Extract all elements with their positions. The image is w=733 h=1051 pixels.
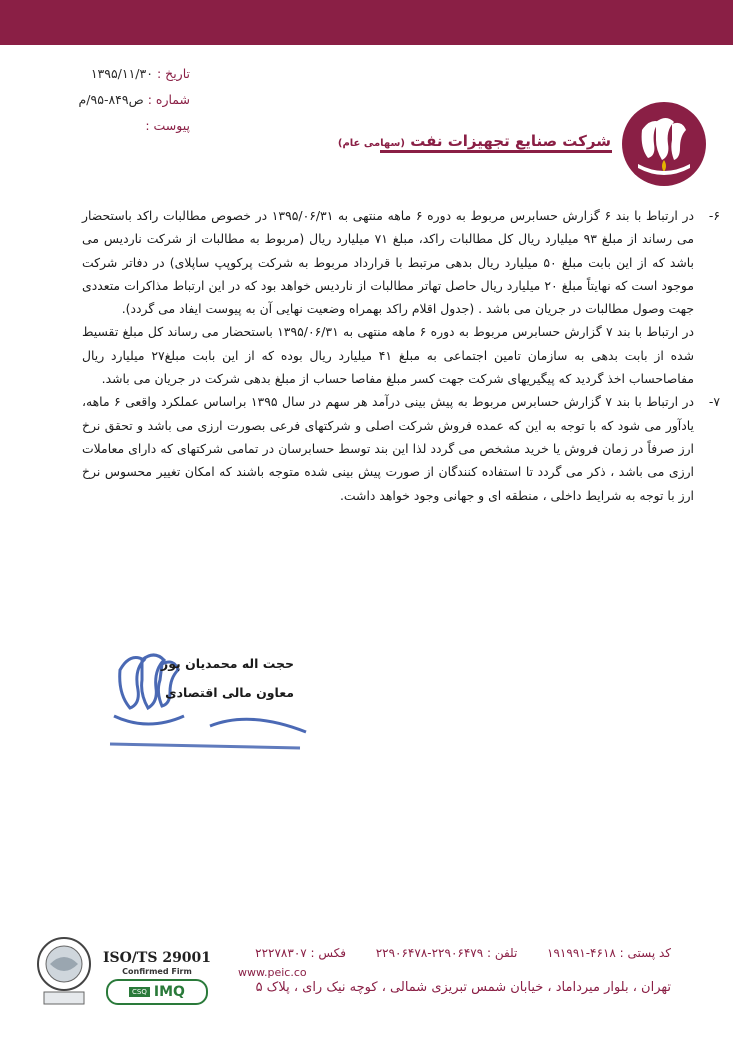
date-row — [40, 66, 190, 92]
paragraph-6-continued — [82, 320, 694, 390]
postal-address: تهران ، بلوار میرداماد ، خیابان شمس تبریزی شمالی ، کوچه نیک رای ، پلاک ۵ — [255, 980, 671, 995]
fax-number: فکس : ۲۲۲۷۸۳۰۷ — [255, 946, 347, 960]
iqnet-certification-badge — [36, 930, 92, 1010]
paragraph-text: در ارتباط با بند ۶ گزارش حسابرس مربوط به دوره ۶ ماهه منتهی به ۱۳۹۵/۰۶/۳۱ در خصوص مطالبات راکد باستحضار می رساند از مبلغ ۹۳ میلیارد ریال کل مطالبات راکد، مبلغ ۷۱ میلیارد ریال (مربوط به مطالبات از شرکت ناردیس می باشد که از این بابت مبلغ ۵۰ میلیارد ریال بدهی مرتبط با قرارداد مربوط به شرکت پرکوپپ ساپلای) در دفاتر شرکت موجود است که نهایتاً مبلغ ۲۰ میلیارد ریال حاصل تهاتر مطالبات از ناردیس خواهد بود که در این ارتباط مذاکرات متعددی جهت وصول مطالبات در جریان می باشد . (جدول اقلام راکد بهمراه وضعیت نهایی آن به پیوست ایفاد می گردد). — [82, 208, 695, 317]
number-label: شماره : — [147, 92, 190, 107]
signer-name: حجت اله محمدیان پور — [161, 656, 294, 671]
header-bar — [0, 0, 733, 45]
iso-title: ISO/TS 29001 — [102, 950, 212, 966]
imq-badge — [106, 979, 208, 1005]
paragraph-7 — [82, 390, 720, 506]
imq-label: IMQ — [153, 984, 185, 1000]
letter-meta — [40, 66, 190, 144]
signer-title: معاون مالی اقتصادی — [165, 685, 294, 700]
header-rule — [380, 150, 612, 153]
number-value: ص۸۴۹-۹۵/م — [78, 92, 144, 107]
company-name-text: شرکت صنایع تجهیزات نفت — [410, 132, 611, 150]
paragraph-text: در ارتباط با بند ۷ گزارش حسابرس مربوط به دوره ۶ ماهه منتهی به ۱۳۹۵/۰۶/۳۱ باستحضار می رساند کل مبلغ تقسیط شده از بابت بدهی به سازمان تامین اجتماعی به مبلغ ۴۱ میلیارد ریال بوده که از این بابت مبلغ۲۷ میلیارد ریال مفاصاحساب اخذ گردید که پیگیریهای شرکت جهت کسر مبلغ مفاصا حساب از مبلغ بدهی شرکت در جریان می باشد. — [82, 324, 694, 387]
paragraph-number: ۷- — [708, 394, 720, 410]
paragraph-text: در ارتباط با بند ۷ گزارش حسابرس مربوط به پیش بینی درآمد هر سهم در سال ۱۳۹۵ براساس عملکرد واقعی ۶ ماهه، یادآور می شود که با توجه به این که عمده فروش شرکت اصلی و شرکتهای فرعی بصورت ارزی می باشد و تحقق نرخ ارز صرفاً در زمان فروش یا خرید مشخص می گردد لذا این بند توسط حسابرسان در تمامی شرکتهای که دارای معاملات ارزی می باشد ، ذکر می گردد تا استفاده کنندگان از صورت پیش بینی شده متوجه باشند که امکان تغییر محسوس نرخ ارز با توجه به شرایط داخلی ، منطقه ای و جهانی وجود خواهد داشت. — [82, 394, 694, 503]
footer — [0, 930, 733, 1050]
signature-block — [100, 640, 310, 760]
company-logo — [620, 100, 708, 188]
date-value: ۱۳۹۵/۱۱/۳۰ — [90, 66, 153, 81]
iso-subtitle: Confirmed Firm — [122, 967, 192, 976]
paragraph-number: ۶- — [708, 208, 720, 223]
company-suffix: (سهامی عام) — [337, 138, 405, 149]
date-label: تاریخ : — [156, 66, 190, 81]
phone-number: تلفن : ۲۲۹۰۶۴۷۹-۲۲۹۰۶۴۷۸ — [375, 946, 518, 960]
number-row — [40, 92, 190, 118]
paragraph-6 — [82, 204, 720, 320]
iso-certification — [102, 950, 212, 1005]
attachment-row — [40, 118, 190, 144]
website-link[interactable]: www.peic.co — [238, 966, 307, 979]
imq-csq-label: CSQ — [129, 987, 150, 997]
postal-code: کد پستی : ۴۶۱۸-۱۹۱۹۹۱ — [547, 946, 671, 960]
contact-line — [255, 946, 671, 960]
company-name — [338, 132, 611, 150]
letter-body — [82, 204, 720, 507]
attachment-label: پیوست : — [145, 118, 190, 133]
